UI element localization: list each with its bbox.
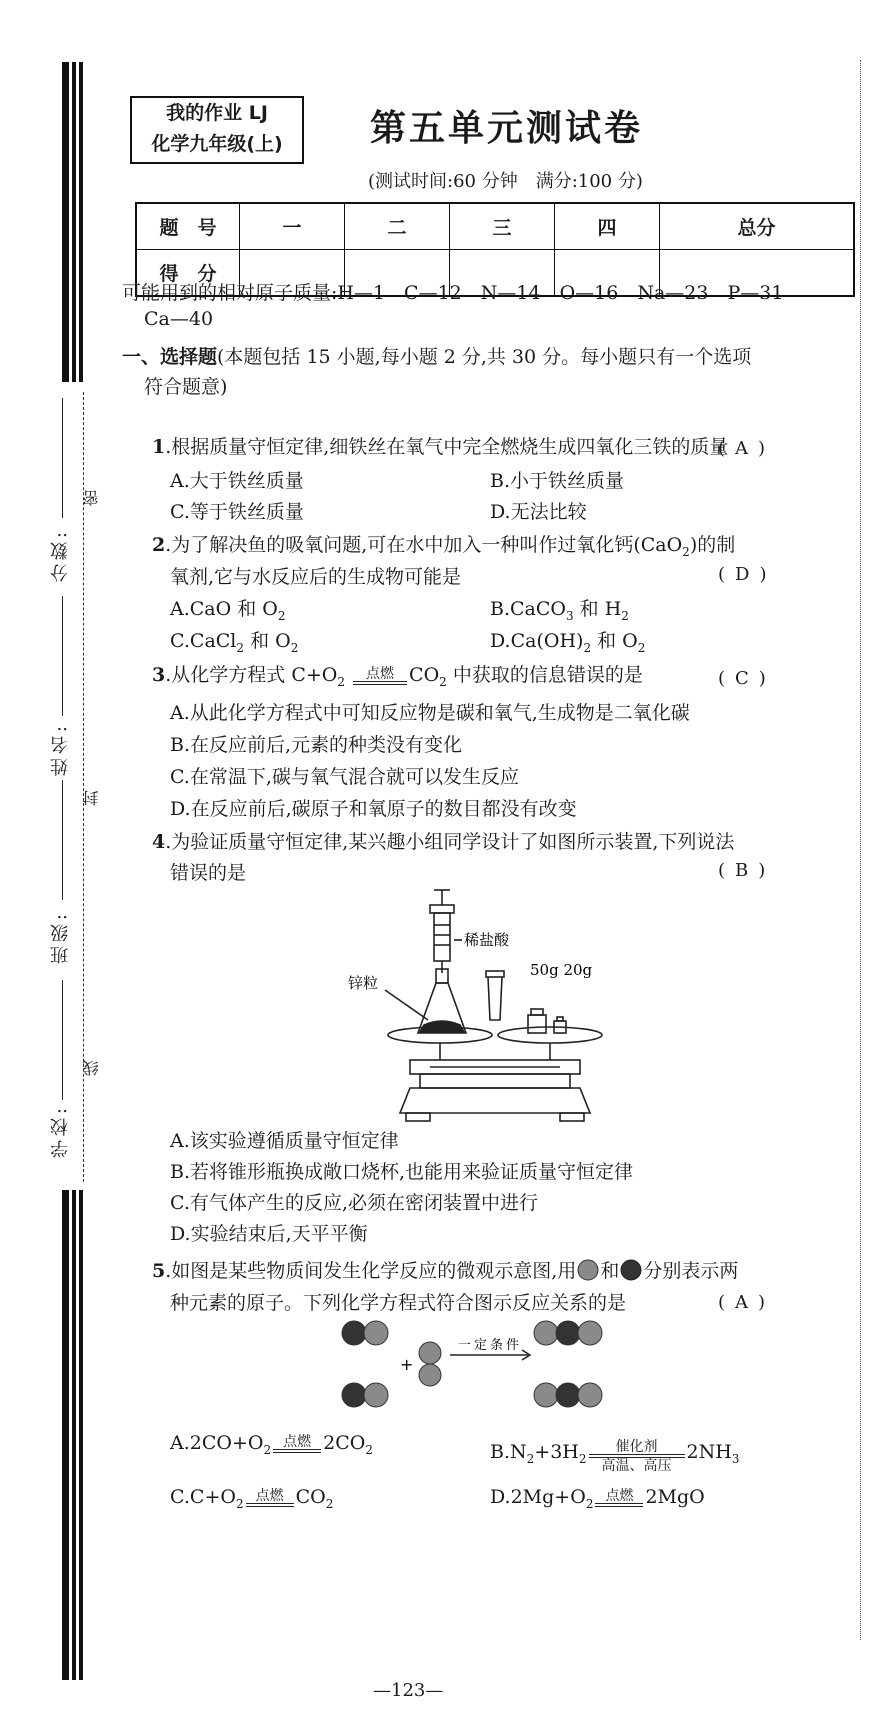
name-blank[interactable] <box>62 596 63 716</box>
side-class-label: 班级: <box>50 910 71 965</box>
badge-line-2: 化学九年级(上) <box>151 133 283 155</box>
light-atom <box>578 1321 602 1345</box>
sub-2: 2 <box>236 640 245 655</box>
q2-option-c-text: C.CaCl <box>170 630 237 652</box>
q2-option-a[interactable] <box>170 594 286 623</box>
sub-2: 2 <box>263 1442 272 1457</box>
q5-stem-c: 分别表示两 <box>643 1260 739 1282</box>
dark-atom <box>556 1383 580 1407</box>
book-badge <box>130 96 304 164</box>
label-weights: 50g 20g <box>530 961 593 979</box>
q5-answer: (A) <box>718 1292 776 1313</box>
q2-stem-2: 氧剂,它与水反应后的生成物可能是 <box>170 566 462 588</box>
sub-2: 2 <box>583 640 592 655</box>
q1-stem <box>152 432 728 459</box>
q5-b-condition-top: 催化剂 <box>615 1439 658 1455</box>
q5-stem <box>152 1256 738 1283</box>
q2-option-d-text: D.Ca(OH) <box>490 630 584 652</box>
dark-atom-icon <box>619 1259 643 1281</box>
side-xian: 线 <box>82 1060 101 1076</box>
q3-number: 3 <box>152 664 166 686</box>
sub-2: 2 <box>365 1442 373 1457</box>
atomic-mass-line-1: 可能用到的相对原子质量:H—1 C—12 N—14 O—16 Na—23 P—31 <box>122 282 784 304</box>
side-mi: 密 <box>82 490 101 506</box>
q2-option-c-text-2: 和 O <box>244 630 291 652</box>
q2-option-d-text-2: 和 O <box>591 630 638 652</box>
light-atom <box>419 1364 441 1386</box>
q4-number: 4 <box>152 831 166 853</box>
q1-option-c[interactable]: C.等于铁丝质量 <box>170 501 304 523</box>
page-title: 第五单元测试卷 <box>370 107 644 149</box>
pointer-scale <box>486 971 504 977</box>
sub-3: 3 <box>731 1452 740 1466</box>
dark-atom <box>556 1321 580 1345</box>
side-name-label: 姓名: <box>50 722 71 777</box>
q2-stem <box>152 530 735 559</box>
sub-2: 2 <box>325 1496 334 1511</box>
sub-2: 2 <box>637 640 646 655</box>
syringe-barrel <box>434 913 450 961</box>
badge-line-1: 我的作业 LJ <box>166 102 268 124</box>
page-subtitle: (测试时间:60 分钟 满分:100 分) <box>368 171 643 192</box>
q3-option-c[interactable]: C.在常温下,碳与氧气混合就可以发生反应 <box>170 766 519 788</box>
light-atom <box>534 1321 558 1345</box>
q2-option-b-text: B.CaCO <box>490 598 566 620</box>
weight-20g-knob <box>557 1017 563 1021</box>
light-atom <box>578 1383 602 1407</box>
q2-option-b[interactable] <box>490 594 629 623</box>
base-foot-right <box>560 1113 584 1121</box>
score-row-label: 得 分 <box>136 250 240 297</box>
zinc-leader <box>385 990 428 1020</box>
q3-stem-pre: .从化学方程式 C+O <box>165 664 338 686</box>
margin-bar-6 <box>79 1190 83 1680</box>
sub-2: 2 <box>585 1496 594 1511</box>
score-header-row <box>136 203 854 250</box>
pillar <box>488 977 502 1020</box>
score-header-cell: 三 <box>450 203 555 250</box>
light-atom-icon <box>576 1259 600 1281</box>
q5-stem-2: 种元素的原子。下列化学方程式符合图示反应关系的是 <box>170 1292 627 1314</box>
q1-option-b[interactable]: B.小于铁丝质量 <box>490 470 625 492</box>
base-top <box>420 1074 570 1088</box>
q5-option-b-mid: +3H <box>534 1441 579 1464</box>
score-header-cell: 总分 <box>660 203 855 250</box>
q3-option-d[interactable]: D.在反应前后,碳原子和氧原子的数目都没有改变 <box>170 798 577 820</box>
dark-atom <box>342 1383 366 1407</box>
q5-option-d-post: 2MgO <box>645 1486 705 1508</box>
base-foot-left <box>406 1113 430 1121</box>
section-heading-note-2: 符合题意) <box>144 376 228 398</box>
q4-stem-text: .为验证质量守恒定律,某兴趣小组同学设计了如图所示装置,下列说法 <box>165 831 735 853</box>
margin-bar-3 <box>79 62 83 382</box>
q1-option-a[interactable]: A.大于铁丝质量 <box>170 470 304 492</box>
weight-50g-knob <box>531 1009 543 1015</box>
q4-stem-2: 错误的是 <box>170 862 247 884</box>
balance-figure <box>340 885 630 1125</box>
q3-condition: 点燃 <box>366 665 395 682</box>
side-score-label: 分数: <box>50 528 71 583</box>
q2-sub: 2 <box>682 544 690 559</box>
side-school-label: 学校: <box>50 1104 71 1159</box>
q5-option-c[interactable] <box>170 1486 333 1511</box>
q3-option-b[interactable]: B.在反应前后,元素的种类没有变化 <box>170 734 463 756</box>
class-blank[interactable] <box>62 780 63 900</box>
q2-answer: (D) <box>718 564 777 585</box>
q1-number: 1 <box>152 436 166 458</box>
q4-option-b[interactable]: B.若将锥形瓶换成敞口烧杯,也能用来验证质量守恒定律 <box>170 1161 634 1183</box>
page-number: —123— <box>373 1680 444 1701</box>
q5-option-c-post: CO <box>295 1486 326 1508</box>
q5-d-condition: 点燃 <box>605 1487 634 1504</box>
sub-2: 2 <box>621 608 629 623</box>
sub-2: 2 <box>578 1452 587 1466</box>
plus-sign: + <box>400 1355 414 1374</box>
q2-stem-text-b: )的制 <box>689 534 736 556</box>
q5-stem-b: 和 <box>600 1260 620 1282</box>
side-feng: 封 <box>82 790 101 806</box>
q1-answer: (A) <box>718 438 776 459</box>
q4-stem <box>152 827 734 854</box>
q2-option-c[interactable] <box>170 626 298 655</box>
section-heading-note: (本题包括 15 小题,每小题 2 分,共 30 分。每小题只有一个选项 <box>217 346 752 368</box>
q3-option-a[interactable]: A.从此化学方程式中可知反应物是碳和氧气,生成物是二氧化碳 <box>170 702 690 724</box>
q1-stem-text: .根据质量守恒定律,细铁丝在氧气中完全燃烧生成四氧化三铁的质量 <box>165 436 729 458</box>
q4-option-d[interactable]: D.实验结束后,天平平衡 <box>170 1223 368 1245</box>
label-zinc: 锌粒 <box>348 974 379 992</box>
q5-option-b-post: 2NH <box>686 1441 732 1464</box>
light-atom <box>534 1383 558 1407</box>
sub-2: 2 <box>235 1496 244 1511</box>
q5-c-arrow <box>246 1489 294 1507</box>
score-header-cell: 二 <box>345 203 450 250</box>
sub-2: 2 <box>290 640 299 655</box>
atomic-mass-line-2: Ca—40 <box>144 308 214 330</box>
q5-number: 5 <box>152 1260 166 1282</box>
school-blank[interactable] <box>62 980 63 1100</box>
q4-answer: (B) <box>718 860 776 881</box>
q3-stem-post: 中获取的信息错误的是 <box>446 664 643 686</box>
q2-option-d[interactable] <box>490 626 645 655</box>
score-header-cell: 一 <box>240 203 345 250</box>
q5-option-b[interactable] <box>490 1432 740 1474</box>
q5-option-a-post: 2CO <box>323 1432 366 1454</box>
sub-2: 2 <box>439 674 447 689</box>
q5-b-condition-bottom: 高温、高压 <box>601 1458 672 1474</box>
q2-number: 2 <box>152 534 166 556</box>
dark-atom <box>342 1321 366 1345</box>
light-atom <box>364 1383 388 1407</box>
sub-2: 2 <box>526 1452 535 1466</box>
label-acid: 稀盐酸 <box>464 931 510 949</box>
q2-option-b-text-2: 和 H <box>573 598 622 620</box>
margin-bar-4 <box>62 1190 69 1680</box>
q2-option-a-text: A.CaO 和 O <box>170 598 278 620</box>
score-header-cell: 四 <box>555 203 660 250</box>
margin-bar-1 <box>62 62 69 382</box>
q5-a-condition: 点燃 <box>283 1433 312 1450</box>
q2-stem-text: .为了解决鱼的吸氧问题,可在水中加入一种叫作过氧化钙(CaO <box>165 534 683 556</box>
sub-2: 2 <box>277 608 286 623</box>
margin-bar-5 <box>72 1190 76 1680</box>
margin-bar-2 <box>72 62 76 382</box>
score-blank[interactable] <box>62 398 63 518</box>
q5-option-a[interactable] <box>170 1432 373 1457</box>
light-atom <box>419 1342 441 1364</box>
q5-b-arrow <box>589 1440 685 1474</box>
q3-answer: (C) <box>718 668 776 689</box>
q1-option-d[interactable]: D.无法比较 <box>490 501 587 523</box>
light-atom <box>364 1321 388 1345</box>
right-pan <box>498 1027 602 1043</box>
q3-equation-arrow <box>353 667 407 685</box>
q5-option-c-pre: C.C+O <box>170 1486 236 1508</box>
q3-stem-post-pre: CO <box>409 664 440 686</box>
weight-50g <box>528 1015 546 1033</box>
q5-d-arrow <box>595 1489 643 1507</box>
q5-c-condition: 点燃 <box>255 1487 284 1504</box>
q3-stem <box>152 660 643 689</box>
score-header-cell: 题 号 <box>136 203 240 250</box>
q5-option-d-pre: D.2Mg+O <box>490 1486 586 1508</box>
q5-a-arrow <box>273 1435 321 1453</box>
sub-3: 3 <box>565 608 574 623</box>
q4-option-a[interactable]: A.该实验遵循质量守恒定律 <box>170 1130 399 1152</box>
q5-option-d[interactable] <box>490 1486 705 1511</box>
q5-option-a-pre: A.2CO+O <box>170 1432 264 1454</box>
q5-option-b-pre: B.N <box>490 1441 527 1464</box>
base <box>400 1088 590 1113</box>
q4-option-c[interactable]: C.有气体产生的反应,必须在密闭装置中进行 <box>170 1192 538 1214</box>
section-heading-title: 一、选择题 <box>122 346 218 368</box>
syringe-flange <box>430 905 454 913</box>
sub-2: 2 <box>337 674 345 689</box>
q5-stem-a: .如图是某些物质间发生化学反应的微观示意图,用 <box>165 1260 577 1282</box>
right-fold-line <box>860 60 861 1640</box>
reaction-condition: 一定条件 <box>458 1338 523 1353</box>
section-heading <box>122 342 751 369</box>
reaction-figure <box>330 1315 630 1425</box>
